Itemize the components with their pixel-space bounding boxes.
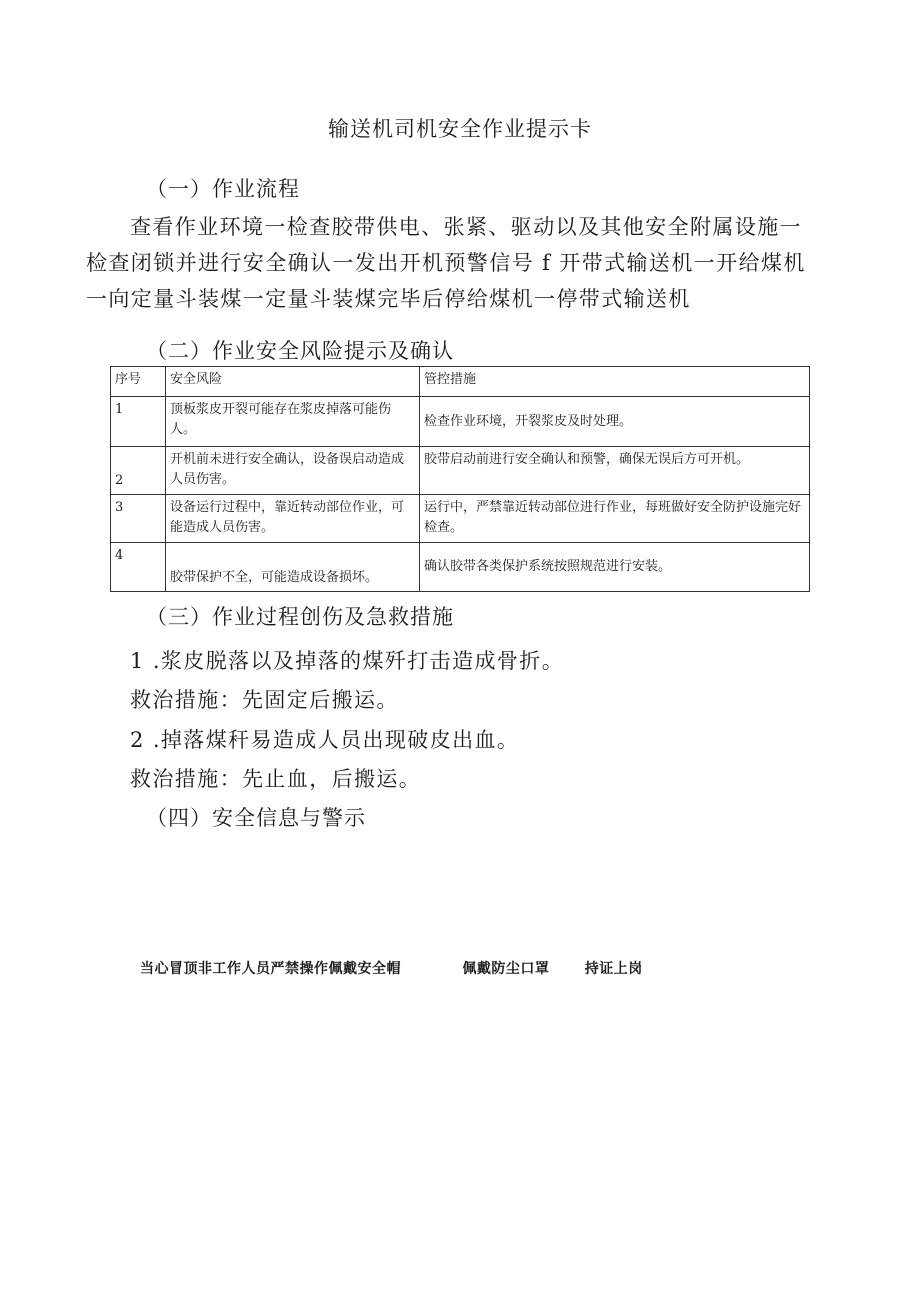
sign-caption-1: 当心冒顶非工作人员严禁操作佩戴安全帽	[140, 961, 401, 977]
section2-heading: （二）作业安全风险提示及确认	[146, 339, 454, 363]
header-risk: 安全风险	[166, 367, 420, 397]
table-header-row	[111, 367, 810, 397]
workflow-line-3: 一向定量斗装煤一定量斗装煤完毕后停给煤机一停带式输送机	[86, 287, 691, 311]
header-num: 序号	[111, 367, 166, 397]
row-control: 确认胶带各类保护系统按照规范进行安装。	[420, 543, 810, 592]
row-num: 2	[111, 447, 166, 495]
sign-caption-2: 佩戴防尘口罩	[462, 961, 550, 977]
treatment-1: 救治措施：先固定后搬运。	[130, 688, 399, 712]
workflow-line-2: 检查闭锁并进行安全确认一发出开机预警信号 f 开带式输送机一开给煤机	[86, 251, 806, 275]
row-control: 运行中，严禁靠近转动部位进行作业，每班做好安全防护设施完好检查。	[420, 495, 810, 543]
table-row	[111, 447, 810, 495]
section1-heading: （一）作业流程	[146, 177, 300, 201]
row-risk: 顶板浆皮开裂可能存在浆皮掉落可能伤人。	[166, 397, 420, 447]
table-row	[111, 495, 810, 543]
safety-signs	[140, 958, 643, 978]
treatment-2: 救治措施：先止血，后搬运。	[130, 767, 422, 791]
risk-table	[110, 366, 810, 592]
table-row	[111, 543, 810, 592]
row-num: 1	[111, 397, 166, 447]
row-num: 3	[111, 495, 166, 543]
section3-heading: （三）作业过程创伤及急救措施	[146, 605, 454, 629]
workflow-text	[86, 209, 846, 317]
row-risk: 胶带保护不全，可能造成设备损坏。	[166, 543, 420, 592]
header-control: 管控措施	[420, 367, 810, 397]
row-control: 检查作业环境，开裂浆皮及时处理。	[420, 397, 810, 447]
section4-heading: （四）安全信息与警示	[146, 806, 366, 830]
row-risk: 开机前未进行安全确认，设备误启动造成人员伤害。	[166, 447, 420, 495]
row-num: 4	[111, 543, 166, 592]
row-risk: 设备运行过程中，靠近转动部位作业，可能造成人员伤害。	[166, 495, 420, 543]
sign-caption-3: 持证上岗	[584, 961, 643, 977]
page-title: 输送机司机安全作业提示卡	[328, 117, 592, 141]
injury-item-1: 1 .浆皮脱落以及掉落的煤歼打击造成骨折。	[130, 649, 565, 673]
workflow-line-1: 查看作业环境一检查胶带供电、张紧、驱动以及其他安全附属设施一	[130, 215, 802, 239]
table-row	[111, 397, 810, 447]
row-control: 胶带启动前进行安全确认和预警，确保无误后方可开机。	[420, 447, 810, 495]
injury-item-2: 2 .掉落煤秆易造成人员出现破皮出血。	[130, 728, 520, 752]
